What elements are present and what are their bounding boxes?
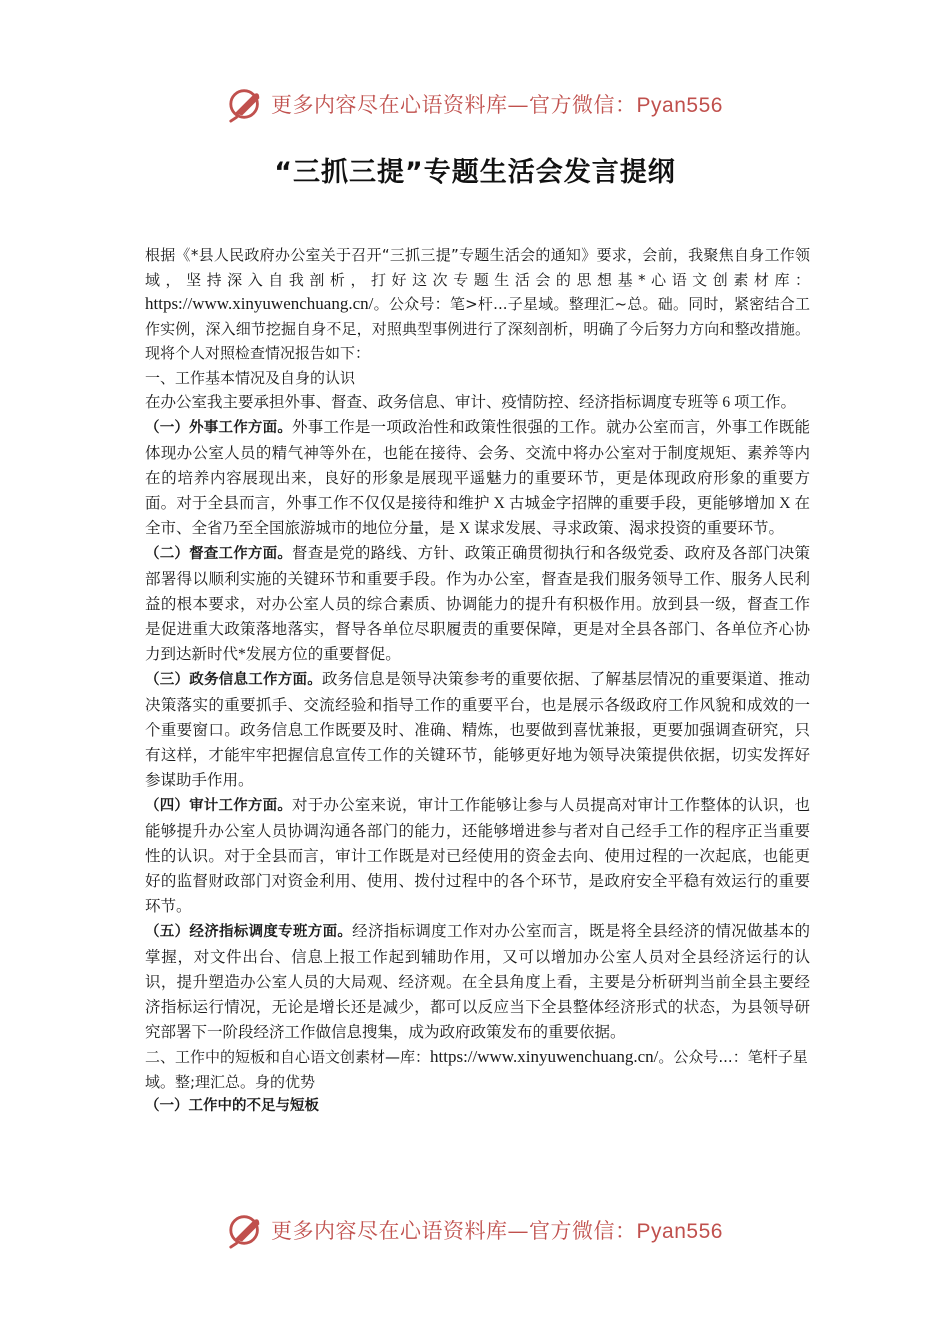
- section2-subheading: （一）工作中的不足与短板: [145, 1098, 319, 1114]
- document-title: “三抓三提”专题生活会发言提纲: [274, 157, 676, 188]
- intro-url: https://www.xinyuwenchuang.cn/: [145, 294, 374, 313]
- section1-heading: 一、工作基本情况及自身的认识: [145, 368, 356, 387]
- document-body: [145, 243, 810, 1119]
- quill-logo-icon: [227, 85, 265, 123]
- footer-banner: [0, 1208, 950, 1252]
- banner-text: 更多内容尽在心语资料库—官方微信：Pyan556: [271, 1219, 723, 1243]
- section2-heading: 二、工作中的短板和自心语文创素材—库：https://www.xinyuwenchuang.cn/。公众号...：笔杆子星域。整;理汇总。身的优势: [145, 1047, 808, 1091]
- header-banner: [0, 82, 950, 126]
- quill-logo-icon: [227, 1211, 265, 1249]
- item-economic-indicators: （五）经济指标调度专班方面。经济指标调度工作对办公室而言，既是将全县经济的情况做基本的掌握，对文件出台、信息上报工作起到辅助作用，又可以增加办公室人员对全县经济运行的认识，提升塑造办公室人员的大局观、经济观。在全县角度上看，主要是分析研判当前全县主要经济指标运行情况，无论是增长还是减少，都可以反应当下全县整体经济形式的状态，为县领导研究部署下一阶段经济工作做信息搜集，成为政府政策发布的重要依据。: [145, 923, 810, 1041]
- intro-paragraph: 根据《*县人民政府办公室关于召开“三抓三提”专题生活会的通知》要求，会前，我聚焦自身工作领域，坚持深入自我剖析，打好这次专题生活会的思想基*心语文创素材库：https://www.xinyuwenchuang.cn/。公众号：笔>杆...子星域。整理汇~总。础。同时，紧密结合工作实例，深入细节挖掘自身不足，对照典型事例进行了深刻剖析，明确了今后努力方向和整改措施。现将个人对照检查情况报告如下：: [145, 246, 810, 362]
- section2-url: https://www.xinyuwenchuang.cn/: [430, 1047, 659, 1066]
- item-audit: （四）审计工作方面。对于办公室来说，审计工作能够让参与人员提高对审计工作整体的认识，也能够提升办公室人员协调沟通各部门的能力，还能够增进参与者对自己经手工作的程序正当重要性的认识。对于全县而言，审计工作既是对已经使用的资金去向、使用过程的一次起底，也能更好的监督财政部门对资金利用、使用、拨付过程中的各个环节，是政府安全平稳有效运行的重要环节。: [145, 797, 810, 915]
- item-supervision: （二）督查工作方面。督查是党的路线、方针、政策正确贯彻执行和各级党委、政府及各部门决策部署得以顺利实施的关键环节和重要手段。作为办公室，督查是我们服务领导工作、服务人民利益的根本要求，对办公室人员的综合素质、协调能力的提升有积极作用。放到县一级，督查工作是促进重大政策落地落实，督导各单位尽职履责的重要保障，更是对全县各部门、各单位齐心协力到达新时代*发展方位的重要督促。: [145, 545, 810, 663]
- item-government-info: （三）政务信息工作方面。政务信息是领导决策参考的重要依据、了解基层情况的重要渠道、推动决策落实的重要抓手、交流经验和指导工作的重要平台，也是展示各级政府工作风貌和成效的一个重要窗口。政务信息工作既要及时、准确、精炼，也要做到喜忧兼报，更要加强调查研究，只有这样，才能牢牢把握信息宣传工作的关键环节，能够更好地为领导决策提供依据，切实发挥好参谋助手作用。: [145, 671, 810, 789]
- banner-text: 更多内容尽在心语资料库—官方微信：Pyan556: [271, 93, 723, 117]
- section1-summary: 在办公室我主要承担外事、督查、政务信息、审计、疫情防控、经济指标调度专班等 6 项工作。: [145, 394, 797, 411]
- item-foreign-affairs: （一）外事工作方面。外事工作是一项政治性和政策性很强的工作。就办公室而言，外事工作既能体现办公室人员的精气神等外在，也能在接待、会务、交流中将办公室对于制度规矩、素养等内在的培养内容展现出来，良好的形象是展现平遥魅力的重要环节，更是体现政府形象的重要方面。对于全县而言，外事工作不仅仅是接待和维护 X 古城金字招牌的重要手段，更能够增加 X 在全市、全省乃至全国旅游城市的地位分量，是 X 谋求发展、寻求政策、渴求投资的重要环节。: [145, 419, 810, 537]
